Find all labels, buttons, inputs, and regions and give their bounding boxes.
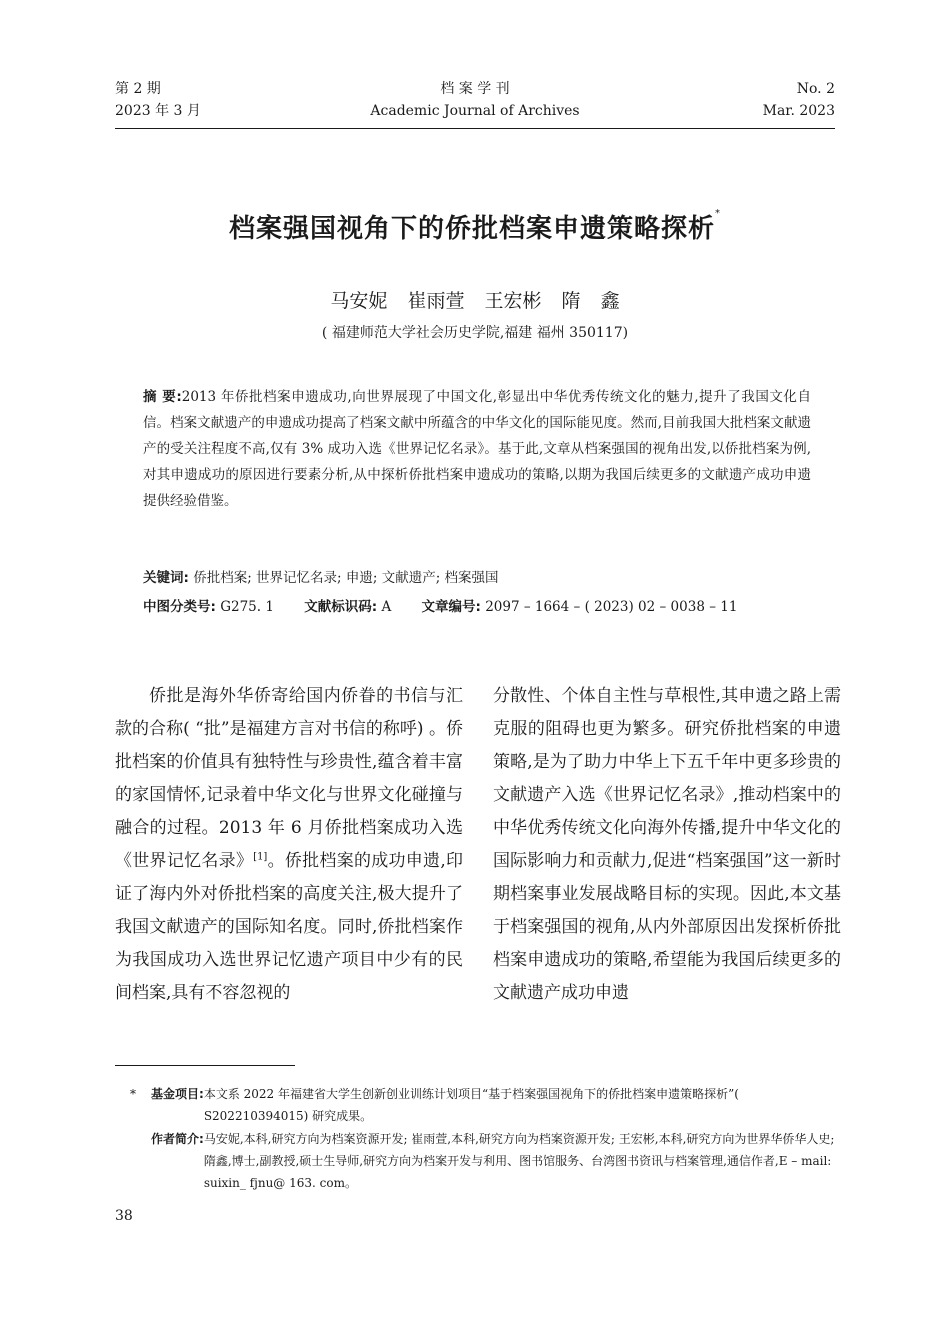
- classification-line: [143, 597, 811, 617]
- authors: 马安妮 崔雨萱 王宏彬 隋 鑫: [330, 290, 620, 312]
- fund-text: 本文系 2022 年福建省大学生创新创业训练计划项目“基于档案强国视角下的侨批档案申遗策略探析”( S202210394015) 研究成果。: [203, 1087, 739, 1123]
- header-right: [763, 78, 835, 122]
- article-no-label: 文章编号:: [421, 599, 481, 615]
- body-paragraph: [115, 680, 463, 1010]
- footnote-author: [115, 1128, 835, 1194]
- clc-label: 中图分类号:: [143, 599, 216, 615]
- body-text-left-2: 。侨批档案的成功申遗,印证了海内外对侨批档案的高度关注,极大提升了我国文献遗产的国际知名度。同时,侨批档案作为我国成功入选世界记忆遗产项目中少有的民间档案,具有不容忽视的: [115, 851, 464, 1003]
- article-no-value: 2097 – 1664 – ( 2023) 02 – 0038 – 11: [485, 599, 738, 615]
- citation-ref: [1]: [253, 851, 268, 863]
- affiliation: ( 福建师范大学社会历史学院,福建 福州 350117): [321, 325, 629, 341]
- journal-cn: 档 案 学 刊: [440, 81, 510, 97]
- abstract-text: 2013 年侨批档案申遗成功,向世界展现了中国文化,彰显出中华优秀传统文化的魅力,提升了我国文化自信。档案文献遗产的申遗成功提高了档案文献中所蕴含的中华文化的国际能见度。然而,目前我国大批档案文献遗产的受关注程度不高,仅有 3% 成功入选《世界记忆名录》。基于此,文章从档案强国的视角出发,以侨批档案为例,对其申遗成功的原因进行要素分析,从中探析侨批档案申遗成功的策略,以期为我国后续更多的文献遗产成功申遗提供经验借鉴。: [143, 389, 811, 509]
- author-text: 马安妮,本科,研究方向为档案资源开发; 崔雨萱,本科,研究方向为档案资源开发; 王宏彬,本科,研究方向为世界华侨华人史; 隋鑫,博士,副教授,硕士生导师,研究方向为档案开发与利用、图书馆服务、台湾图书资讯与档案管理,通信作者,E – mail: suixin_ fjnu@ 163. com。: [203, 1132, 835, 1190]
- keywords-label: 关键词:: [143, 570, 189, 586]
- footnote-rule: [115, 1065, 295, 1066]
- title-footnote-mark: *: [715, 208, 721, 219]
- date-en: Mar. 2023: [762, 103, 835, 119]
- article-title: [0, 208, 950, 245]
- footnote-fund: [115, 1083, 835, 1127]
- body-text-left-1: 侨批是海外华侨寄给国内侨眷的书信与汇款的合称( “批”是福建方言对书信的称呼) 。侨批档案的价值具有独特性与珍贵性,蕴含着丰富的家国情怀,记录着中华文化与世界文化碰撞与融合的过程。2013 年 6 月侨批档案成功入选《世界记忆名录》: [115, 686, 463, 871]
- issue-en: No. 2: [796, 81, 835, 97]
- date-cn: 2023 年 3 月: [115, 103, 201, 119]
- clc-value: G275. 1: [220, 599, 274, 615]
- journal-en: Academic Journal of Archives: [370, 103, 580, 119]
- footnote-star: *: [130, 1087, 136, 1101]
- doc-code-value: A: [381, 599, 392, 615]
- header-rule: [115, 128, 835, 129]
- keywords-text: 侨批档案; 世界记忆名录; 申遗; 文献遗产; 档案强国: [193, 570, 499, 586]
- title-text: 档案强国视角下的侨批档案申遗策略探析: [228, 214, 715, 244]
- abstract-label: 摘 要:: [143, 389, 182, 405]
- body-column-left: [115, 680, 463, 1010]
- page-number: 38: [115, 1208, 133, 1224]
- issue-cn: 第 2 期: [115, 81, 161, 97]
- body-text-right: 分散性、个体自主性与草根性,其申遗之路上需克服的阻碍也更为繁多。研究侨批档案的申遗策略,是为了助力中华上下五千年中更多珍贵的文献遗产入选《世界记忆名录》,推动档案中的中华优秀传统文化向海外传播,提升中华文化的国际影响力和贡献力,促进“档案强国”这一新时期档案事业发展战略目标的实现。因此,本文基于档案强国的视角,从内外部原因出发探析侨批档案申遗成功的策略,希望能为我国后续更多的文献遗产成功申遗: [493, 686, 841, 1003]
- fund-label: 基金项目:: [151, 1087, 204, 1101]
- body-column-right: [493, 680, 841, 1010]
- keywords: [143, 568, 811, 588]
- author-label: 作者简介:: [151, 1132, 204, 1146]
- abstract: [143, 384, 811, 514]
- doc-code-label: 文献标识码:: [304, 599, 378, 615]
